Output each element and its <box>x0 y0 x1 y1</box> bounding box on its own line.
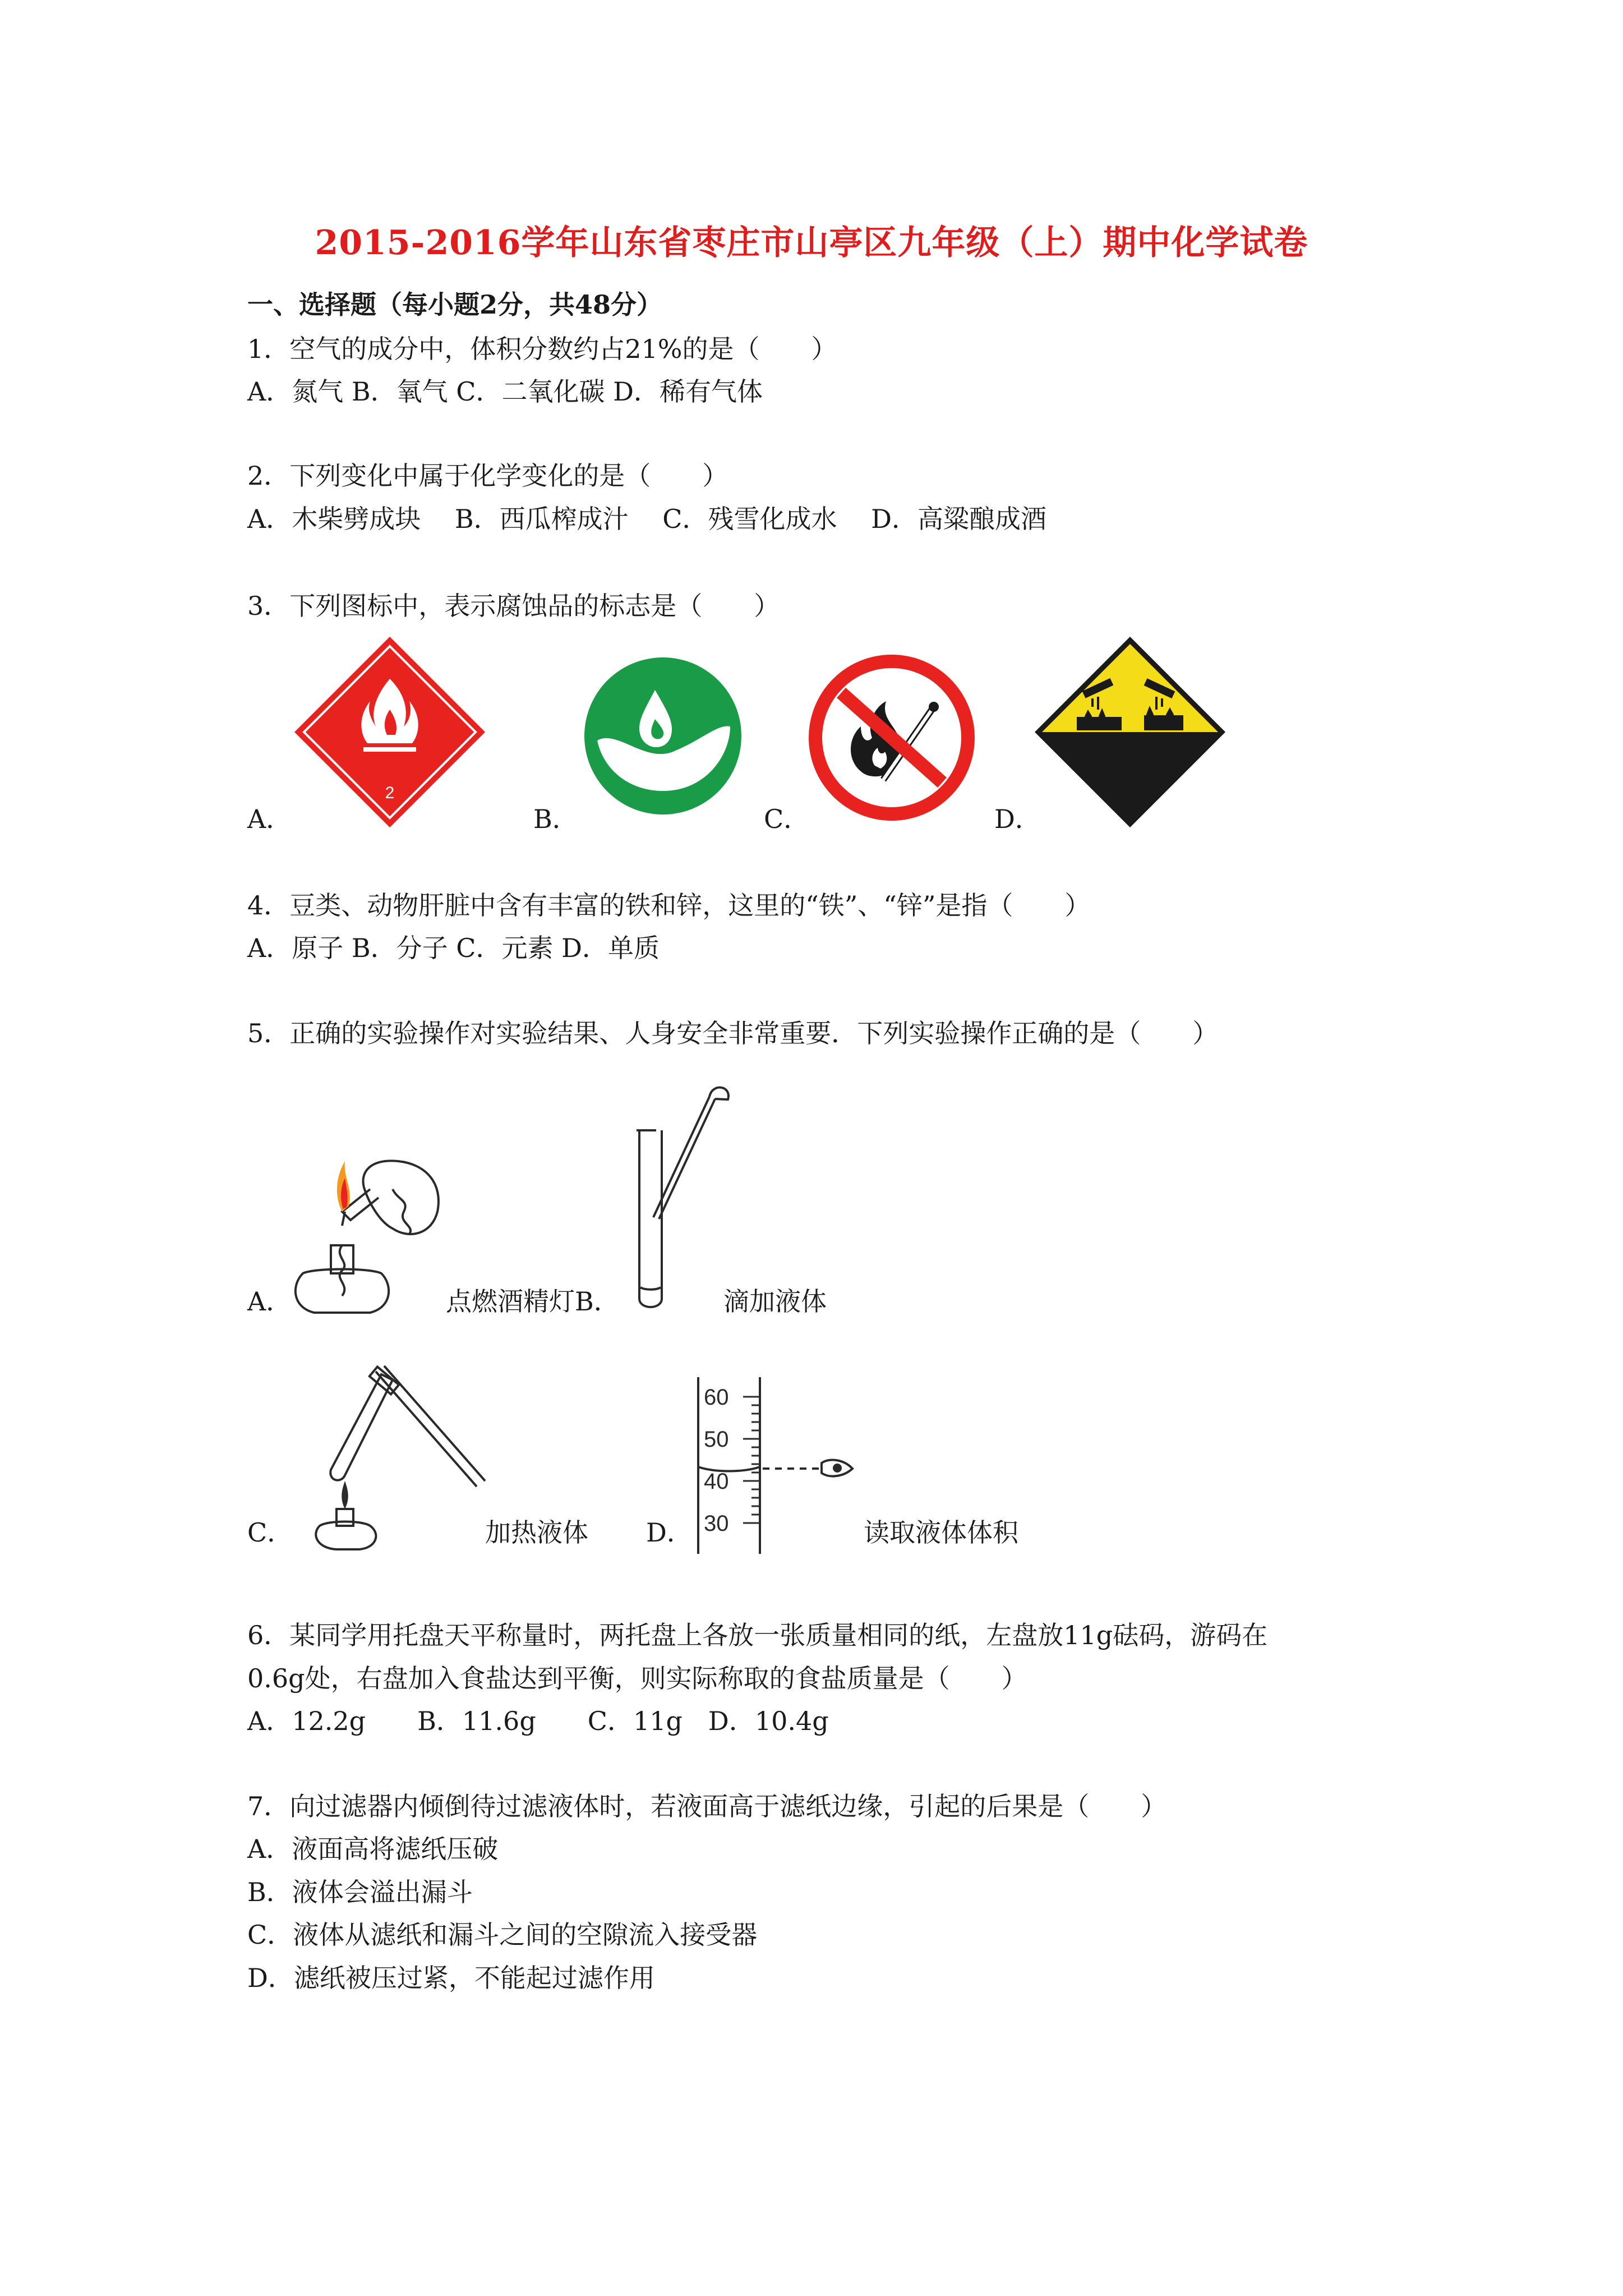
sign-number: 2 <box>385 784 395 802</box>
page-title: 2015-2016学年山东省枣庄市山亭区九年级（上）期中化学试卷 <box>315 223 1308 263</box>
option-5d-label: D． <box>646 1517 693 1548</box>
option-b-label: B． <box>533 804 578 834</box>
no-fire-sign-icon <box>808 654 976 822</box>
option-a-label: A． <box>247 804 292 834</box>
graduated-cylinder-illustration <box>693 1374 861 1559</box>
heating-liquid-illustration <box>297 1341 499 1554</box>
question-7-option-c: C．液体从滤纸和漏斗之间的空隙流入接受器 <box>247 1920 758 1950</box>
cylinder-tick-50: 50 <box>704 1427 729 1452</box>
question-4-options: A．原子 B．分子 C．元素 D．单质 <box>247 933 660 963</box>
section-heading: 一、选择题（每小题2分，共48分） <box>247 289 663 320</box>
cylinder-tick-60: 60 <box>704 1385 729 1410</box>
question-4-stem: 4．豆类、动物肝脏中含有丰富的铁和锌，这里的“铁”、“锌”是指（ ） <box>247 890 1091 921</box>
question-1-stem: 1．空气的成分中，体积分数约占21%的是（ ） <box>247 334 837 364</box>
question-6-stem-line1: 6．某同学用托盘天平称量时，两托盘上各放一张质量相同的纸，左盘放11g砝码，游码在 <box>247 1620 1268 1650</box>
option-5b-text: 滴加液体 <box>723 1286 827 1317</box>
option-d-label: D． <box>994 804 1041 834</box>
question-6-stem-line2: 0.6g处，右盘加入食盐达到平衡，则实际称取的食盐质量是（ ） <box>247 1663 1027 1694</box>
dropper-test-tube-illustration <box>634 1074 740 1315</box>
cylinder-tick-30: 30 <box>704 1511 729 1536</box>
question-2-options: A．木柴劈成块 B．西瓜榨成汁 C．残雪化成水 D．高粱酿成酒 <box>247 504 1046 534</box>
question-7-option-d: D．滤纸被压过紧，不能起过滤作用 <box>247 1963 655 1993</box>
option-5d-text: 读取液体体积 <box>864 1517 1018 1548</box>
option-5a-text: 点燃酒精灯B． <box>446 1286 620 1317</box>
question-6-options: A．12.2g B．11.6g C．11g D．10.4g <box>247 1706 829 1736</box>
question-7-option-b: B．液体会溢出漏斗 <box>247 1877 473 1907</box>
question-2-stem: 2．下列变化中属于化学变化的是（ ） <box>247 461 728 491</box>
question-5-stem: 5．正确的实验操作对实验结果、人身安全非常重要．下列实验操作正确的是（ ） <box>247 1018 1219 1048</box>
cylinder-tick-40: 40 <box>704 1469 729 1494</box>
question-3-stem: 3．下列图标中，表示腐蚀品的标志是（ ） <box>247 591 780 621</box>
water-saving-sign-icon <box>583 656 743 816</box>
question-7-option-a: A．液面高将滤纸压破 <box>247 1834 499 1864</box>
option-c-label: C． <box>764 804 810 834</box>
corrosive-sign-icon <box>1032 634 1228 830</box>
alcohol-lamp-lighting-illustration <box>280 1128 460 1324</box>
flammable-gas-sign-icon <box>292 634 488 830</box>
option-5c-label: C． <box>247 1517 293 1548</box>
option-5c-text: 加热液体 <box>485 1517 588 1548</box>
question-7-stem: 7．向过滤器内倾倒待过滤液体时，若液面高于滤纸边缘，引起的后果是（ ） <box>247 1791 1167 1821</box>
option-5a-label: A． <box>247 1286 292 1317</box>
question-1-options: A．氮气 B．氧气 C．二氧化碳 D．稀有气体 <box>247 376 763 407</box>
